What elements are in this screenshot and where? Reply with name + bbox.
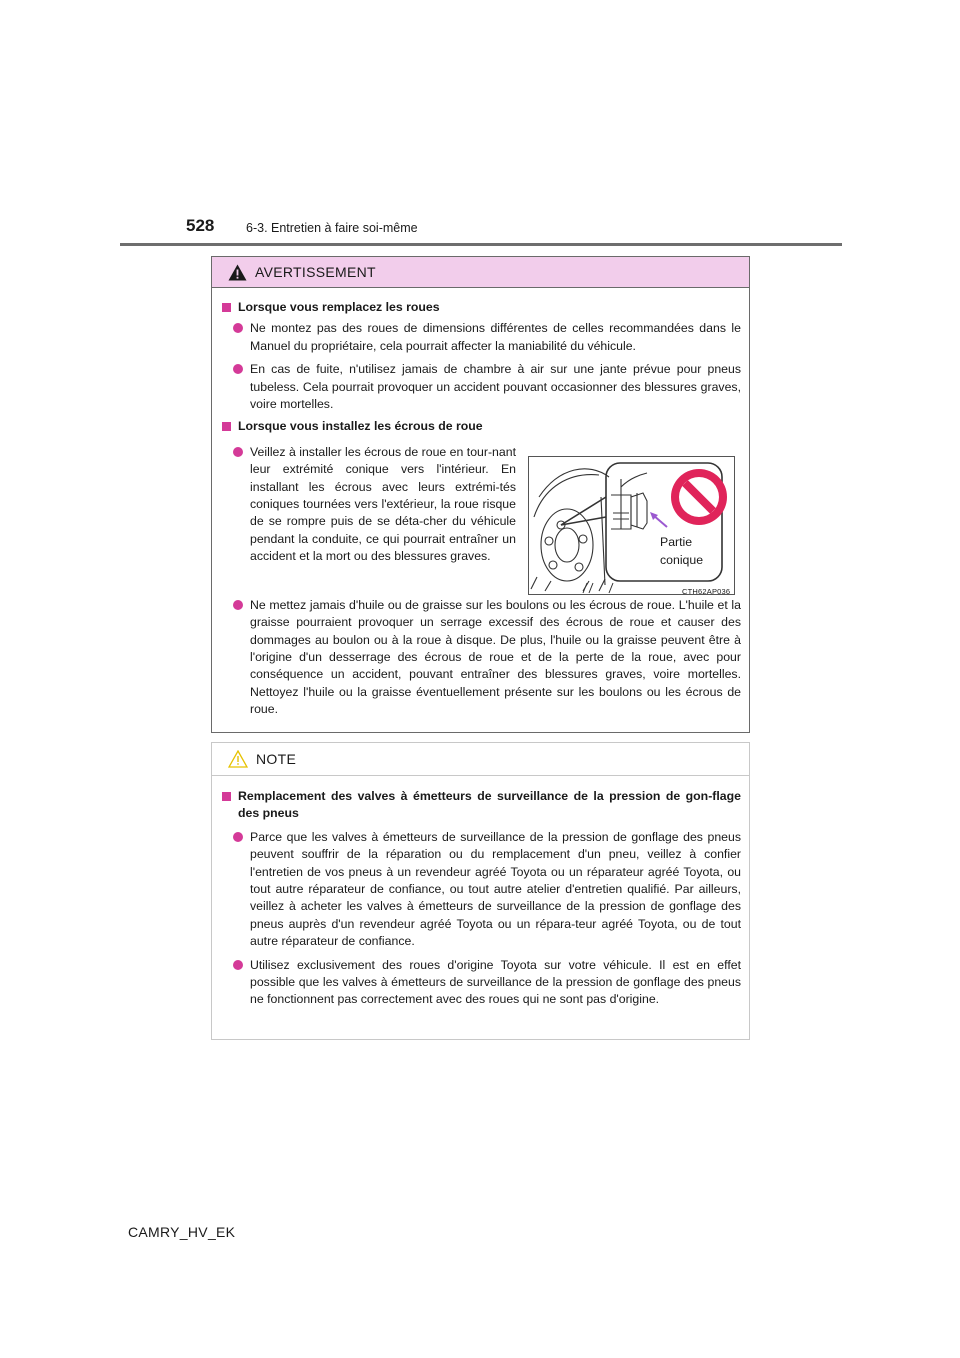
page-number: 528 xyxy=(186,216,215,235)
warning-box xyxy=(211,256,750,733)
warning-triangle-icon xyxy=(228,264,247,281)
bullet-icon xyxy=(233,447,243,457)
list-item: Ne mettez jamais d'huile ou de graisse sur les boulons ou les écrous de roue. L'huile et la graisse pourraient provoquer un serrage excessif des écrous de roue et causer des dommages au boulon ou à la roue à disque. De plus, l'huile ou la graisse peuvent être à l'origine d'un desserrage des écrous de roue et de la perte de la roue, avec pour conséquence un accident, pouvant entraîner des blessures graves, voire mortelles. Nettoyez l'huile ou la graisse éventuellement présente sur les boulons ou les écrous de roue. xyxy=(220,597,741,719)
wheel-hub-drawing xyxy=(529,457,734,594)
note-title: NOTE xyxy=(256,751,297,767)
bullet-icon xyxy=(233,323,243,333)
note-heading: Remplacement des valves à émetteurs de surveillance de la pression de gon-flage des pneus xyxy=(220,788,741,823)
note-box xyxy=(211,742,750,1040)
header-divider xyxy=(120,243,842,246)
warning-heading-replace-wheels: Lorsque vous remplacez les roues xyxy=(220,299,741,316)
list-item: En cas de fuite, n'utilisez jamais de chambre à air sur une jante prévue pour pneus tubeless. Cela pourrait provoquer un accident pouvant occasionner des blessures graves, voire mortelles. xyxy=(220,361,741,413)
square-bullet-icon xyxy=(222,422,231,431)
list-item: Parce que les valves à émetteurs de surveillance de la pression de gonflage des pneus peuvent souffrir de la réparation ou du remplacement d'un pneu, veillez à confier l'entretien de vos pneus à un revendeur agréé Toyota ou un réparateur agréé Toyota, ou tout autre réparateur de confiance, ou tout autre atelier d'entretien qualifié. Par ailleurs, veillez à acheter les valves à émetteurs de surveillance de la pression de gonflage des pneus auprès d'un revendeur agréé Toyota ou un répara-teur agréé Toyota, ou de tout autre réparateur de confiance. xyxy=(220,829,741,951)
square-bullet-icon xyxy=(222,303,231,312)
list-item: Ne montez pas des roues de dimensions différentes de celles recommandées dans le Manuel du propriétaire, cela pourrait affecter la maniabilité du véhicule. xyxy=(220,320,741,355)
bullet-icon xyxy=(233,832,243,842)
note-header xyxy=(212,743,749,776)
warning-heading-install-nuts: Lorsque vous installez les écrous de roue xyxy=(220,418,741,435)
square-bullet-icon xyxy=(222,792,231,801)
section-title: 6-3. Entretien à faire soi-même xyxy=(246,221,418,235)
figure-callout-label: Partie conique xyxy=(660,534,704,567)
figure-code: CTH62AP036 xyxy=(682,586,731,596)
warning-title: AVERTISSEMENT xyxy=(255,264,376,280)
bullet-icon xyxy=(233,960,243,970)
wheel-nut-illustration xyxy=(528,456,735,595)
warning-header xyxy=(212,257,749,288)
list-item: Veillez à installer les écrous de roue en tour-nant leur extrémité conique vers l'intérieur. En installant les écrous avec leurs extrémi-tés coniques tournées vers l'extérieur, la roue risque de se rompre puis de se déta-cher du véhicule pendant la conduite, ce qui pourrait entraîner un accident et la mort ou des blessures graves. xyxy=(220,444,516,566)
bullet-icon xyxy=(233,364,243,374)
model-code: CAMRY_HV_EK xyxy=(128,1224,236,1240)
caution-triangle-icon xyxy=(228,750,248,768)
bullet-icon xyxy=(233,600,243,610)
list-item: Utilisez exclusivement des roues d'origine Toyota sur votre véhicule. Il est en effet possible que les valves à émetteurs de surveillance de la pression de gonflage des pneus ne fonctionnent pas correctement avec des roues qui ne sont pas d'origine. xyxy=(220,957,741,1009)
